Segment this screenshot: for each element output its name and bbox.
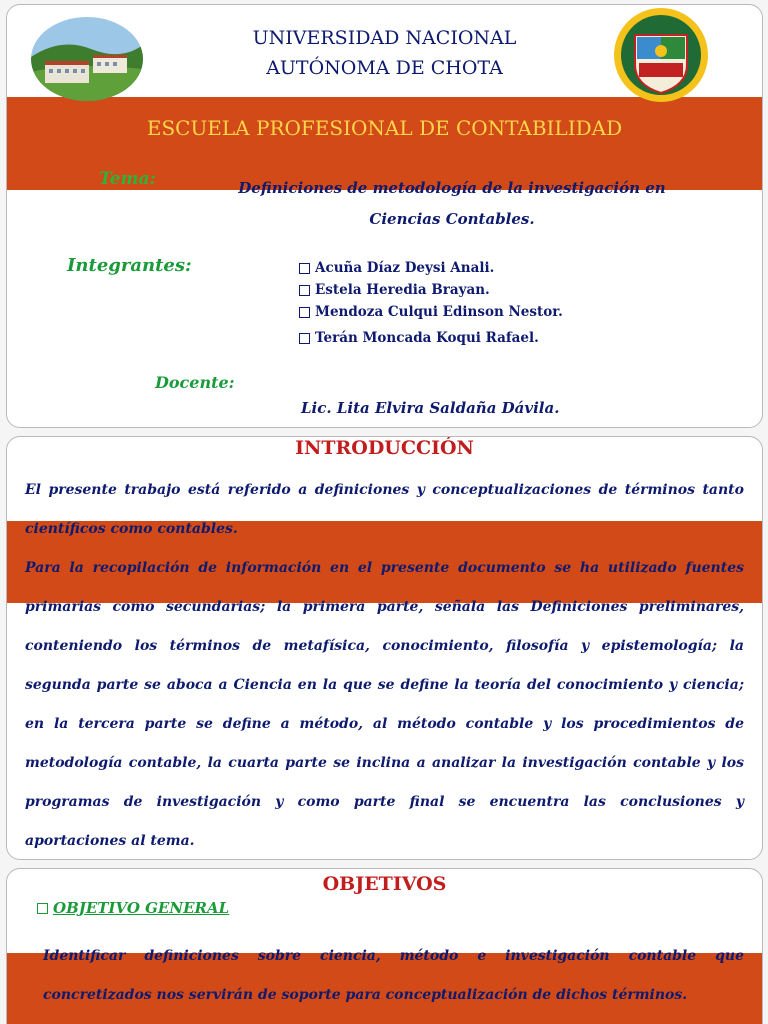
member-name: Acuña Díaz Deysi Anali. <box>315 260 495 276</box>
objetivo-general-text: Identificar definiciones sobre ciencia, método e investigación contable que concretizados nos servirán de soporte para conceptualización de dichos términos. <box>43 948 744 1003</box>
university-name-line1: UNIVERSIDAD NACIONAL <box>252 27 517 49</box>
member-item <box>299 327 563 349</box>
section-title: INTRODUCCIÓN <box>295 437 474 459</box>
objetivo-general-label: OBJETIVO GENERAL <box>53 899 230 917</box>
member-item <box>299 301 563 323</box>
docente-label: Docente: <box>155 373 235 392</box>
slide-objetivos <box>6 868 763 1024</box>
members-list <box>299 257 563 349</box>
tema-label: Tema: <box>99 169 156 189</box>
checkbox-bullet-icon <box>299 307 310 318</box>
checkbox-bullet-icon <box>37 903 48 914</box>
integrantes-label: Integrantes: <box>67 255 192 276</box>
docente-name: Lic. Lita Elvira Saldaña Dávila. <box>301 399 560 417</box>
intro-paragraph: Para la recopilación de información en el presente documento se ha utilizado fuentes primarias como secundarias; la primera parte, señala las Definiciones preliminares, conteniendo los términos de metafísica, conocimiento, filosofía y epistemología; la segunda parte se aboca a Ciencia en la que se define la teoría del conocimiento y ciencia; en la tercera parte se define a método, al método contable y los procedimientos de metodología contable, la cuarta parte se inclina a analizar la investigación contable y los programas de investigación y como parte final se encuentra las conclusiones y aportaciones al tema. <box>25 560 744 849</box>
tema-text <box>217 173 687 235</box>
tema-line2: Ciencias Contables. <box>369 210 535 228</box>
checkbox-bullet-icon <box>299 285 310 296</box>
slide-cover <box>6 4 763 428</box>
member-item <box>299 257 563 279</box>
objetivo-general-heading <box>37 899 229 917</box>
intro-body <box>25 471 744 860</box>
member-name: Mendoza Culqui Edinson Nestor. <box>315 304 563 320</box>
intro-paragraph: El presente trabajo está referido a definiciones y conceptualizaciones de términos tanto científicos como contables. <box>25 482 744 537</box>
school-name: ESCUELA PROFESIONAL DE CONTABILIDAD <box>146 116 623 140</box>
checkbox-bullet-icon <box>299 333 310 344</box>
member-item <box>299 279 563 301</box>
checkbox-bullet-icon <box>299 263 310 274</box>
slide-introduccion <box>6 436 763 860</box>
section-title: OBJETIVOS <box>322 873 447 895</box>
university-name-line2: AUTÓNOMA DE CHOTA <box>266 57 503 79</box>
university-name <box>7 23 762 83</box>
member-name: Terán Moncada Koqui Rafael. <box>315 330 539 346</box>
tema-line1: Definiciones de metodología de la investigación en <box>238 179 666 197</box>
member-name: Estela Heredia Brayan. <box>315 282 490 298</box>
